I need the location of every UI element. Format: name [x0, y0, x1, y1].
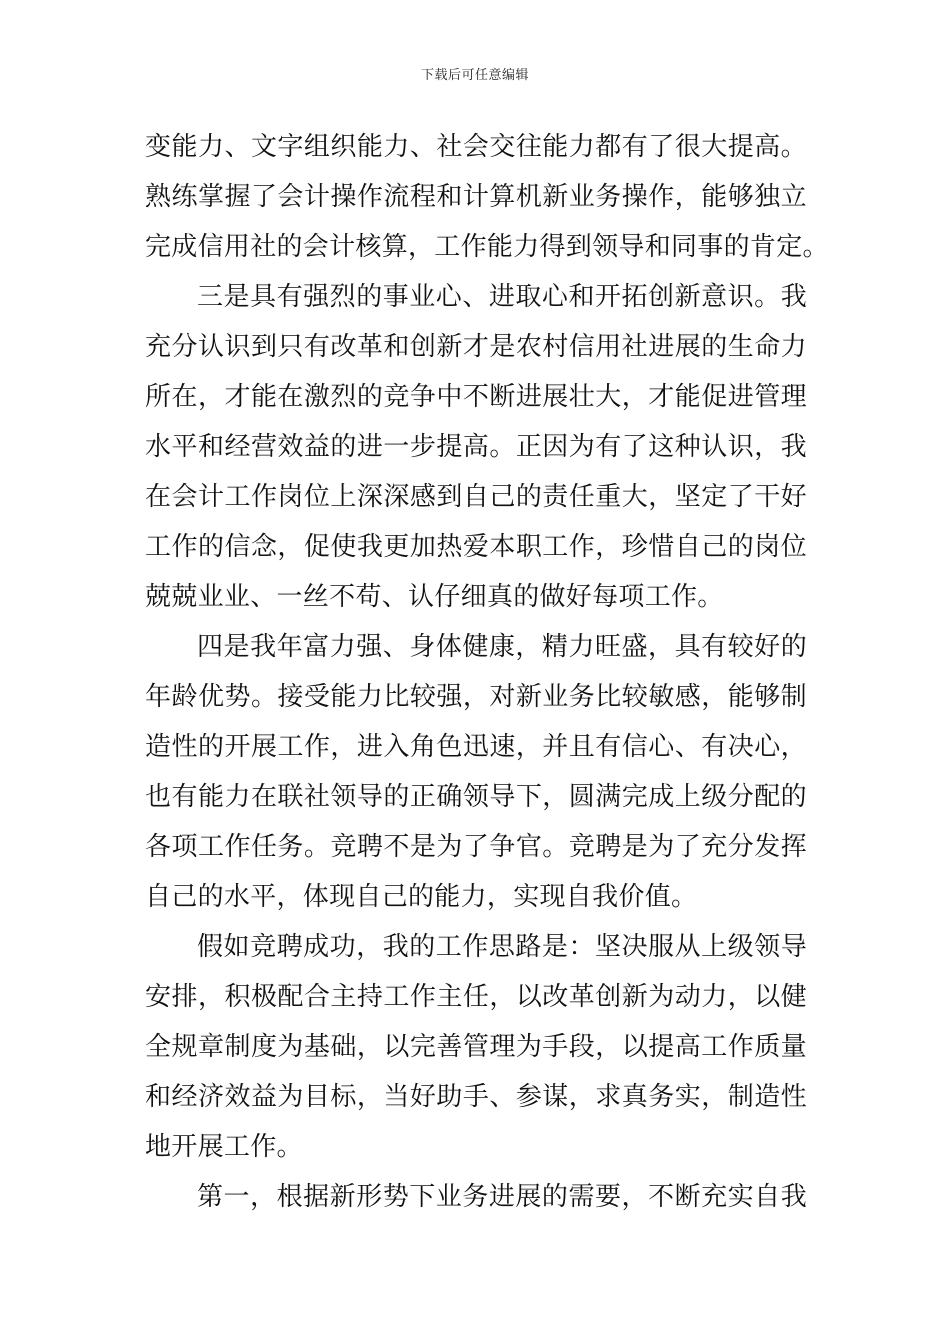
text-line: 三是具有强烈的事业心、进取心和开拓创新意识。我 — [197, 282, 807, 312]
text-line: 在会计工作岗位上深深感到自己的责任重大，坚定了干好 — [145, 482, 807, 512]
text-line: 工作的信念，促使我更加热爱本职工作，珍惜自己的岗位 — [145, 532, 807, 562]
text-line: 也有能力在联社领导的正确领导下，圆满完成上级分配的 — [145, 782, 807, 812]
text-line: 和经济效益为目标，当好助手、参谋，求真务实，制造性 — [145, 1082, 807, 1112]
text-line: 全规章制度为基础，以完善管理为手段，以提高工作质量 — [145, 1032, 807, 1062]
text-line: 假如竞聘成功，我的工作思路是：坚决服从上级领导 — [197, 932, 807, 962]
text-line: 兢兢业业、一丝不苟、认仔细真的做好每项工作。 — [145, 582, 724, 612]
text-line: 变能力、文字组织能力、社会交往能力都有了很大提高。 — [145, 132, 807, 162]
document-body — [145, 122, 829, 1222]
text-line: 所在，才能在激烈的竞争中不断进展壮大，才能促进管理 — [145, 382, 807, 412]
text-line: 水平和经营效益的进一步提高。正因为有了这种认识，我 — [145, 432, 807, 462]
text-line: 地开展工作。 — [145, 1132, 303, 1162]
text-line: 四是我年富力强、身体健康，精力旺盛，具有较好的 — [197, 632, 807, 662]
text-line: 造性的开展工作，进入角色迅速，并且有信心、有决心， — [145, 732, 807, 762]
page-header: 下载后可任意编辑 — [420, 68, 529, 83]
text-line: 自己的水平，体现自己的能力，实现自我价值。 — [145, 882, 698, 912]
text-line: 充分认识到只有改革和创新才是农村信用社进展的生命力 — [145, 332, 807, 362]
text-line: 熟练掌握了会计操作流程和计算机新业务操作，能够独立 — [145, 182, 807, 212]
text-line: 年龄优势。接受能力比较强，对新业务比较敏感，能够制 — [145, 682, 807, 712]
text-line: 各项工作任务。竞聘不是为了争官。竞聘是为了充分发挥 — [145, 832, 807, 862]
text-line: 第一，根据新形势下业务进展的需要，不断充实自我 — [197, 1182, 807, 1212]
text-line: 安排，积极配合主持工作主任，以改革创新为动力，以健 — [145, 982, 807, 1012]
text-line: 完成信用社的会计核算，工作能力得到领导和同事的肯定。 — [145, 232, 829, 262]
